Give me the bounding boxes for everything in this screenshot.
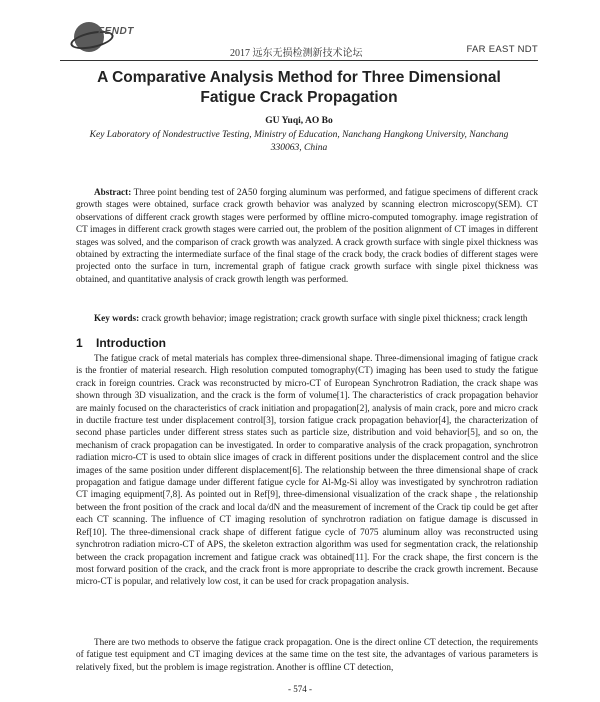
affiliation [60,129,538,155]
affiliation-line-1: Key Laboratory of Nondestructive Testing, Ministry of Education, Nanchang Hangkong University, Nanchang [89,130,509,140]
logo-text: FENDT [98,26,134,37]
abstract [76,186,538,285]
title-line-2: Fatigue Crack Propagation [200,89,398,106]
intro-paragraph-1: The fatigue crack of metal materials has complex three-dimensional shape. Three-dimensional imaging of fatigue crack is the frontier of material research. High resolution computed tomography(CT) imaging has been used to study the fatigue crack in foreign countries. Crack was reconstructed by micro-CT of European Synchrotron Radiation, the crack shape was shown through 3D visualization, and the crack is the form of volume[1]. The characteristics of crack propagation behavior are mainly focused on the characteristics of crack initiation and propagation[2], analysis of main crack, pore and micro crack in ductile fracture test under displacement control[3], torsion fatigue crack propagation behavior[4], the characterization of second phase particles under different stress states such as particle size, distribution and void behavior[5], and so on, the mechanism of crack propagation can be investigated. In order to comparative analysis of the crack propagation, synchrotron radiation micro-CT is used to obtain slice images of crack in different positions under the displacement control and the slice images of the same position under different displacement[6]. The relationship between the three dimensional shape of crack propagation and fatigue damage under different fatigue cycle for Al-Mg-Si alloy was investigated by synchrotron radiation CT imaging equipment[7,8]. As pointed out in Ref[9], three-dimensional visualization of the crack shape , the relationship between the front position of the crack and local da/dN and the measurement of increment of the Crack tip could be get after each CT scanning. The influence of CT imaging resolution of synchrotron radiation on fatigue damage is discussed in Ref[10]. The three-dimensional crack shape of different fatigue cycle of 7075 aluminum alloy was reconstructed using synchrotron radiation micro-CT of APS, the skeleton extraction algorithm was used for segmentation crack, the relationship between the crack propagation increment and fatigue crack was obtained[11]. For the crack shape, the first concern is the most forward position of the crack, and the crack front is more appropriate to describe the crack growth increment. Because micro-CT is popular, and relatively low cost, it can be used for crack propagation analysis. [76,353,538,587]
page-number: - 574 - [288,684,312,694]
conference-name: 2017 远东无损检测新技术论坛 [230,48,363,59]
title-line-1: A Comparative Analysis Method for Three Dimensional [97,69,501,86]
section-title: Introduction [96,336,166,350]
abstract-text: Three point bending test of 2A50 forging aluminum was performed, and fatigue specimens of different crack growth stages were obtained, surface crack growth behavior was analyzed by scanning electron microscopy(SEM). CT observations of different crack growth stages were performed by offline micro-computed tomography. image registration of CT images in different crack growth stages were carried out, the problem of the position alignment of CT images in different stages was solved, and the comparison of crack growth was analyzed. A crack growth surface with single pixel thickness was obtained by extracting the intermediate surface of the final stage of the crack body, the crack bodies of different stages were projected onto the surface in turn, incremental graph of fatigue crack growth surface with single pixel thickness was obtained, and quantitative analysis of crack growth length was performed. [76,187,538,284]
fendt-logo [74,22,142,56]
section-heading [76,336,166,350]
keywords-label: Key words: [94,313,140,323]
keywords-text: crack growth behavior; image registration; crack growth surface with single pixel thickness; crack length [141,313,528,323]
affiliation-line-2: 330063, China [270,143,328,153]
intro-paragraph-2: There are two methods to observe the fatigue crack propagation. One is the direct online CT detection, the requirements of fatigue test equipment and CT imaging devices at the same time on the test site, the advantages of various parameters is relatively fixed, but the problem is image registration. Another is offline CT detection, [76,637,538,672]
paper-title [60,68,538,108]
journal-name: FAR EAST NDT [466,44,538,55]
authors: GU Yuqi, AO Bo [265,116,333,126]
header-rule [60,60,538,61]
section-number: 1 [76,336,83,350]
keywords [76,312,538,324]
abstract-label: Abstract: [94,187,132,197]
running-header [60,20,538,62]
